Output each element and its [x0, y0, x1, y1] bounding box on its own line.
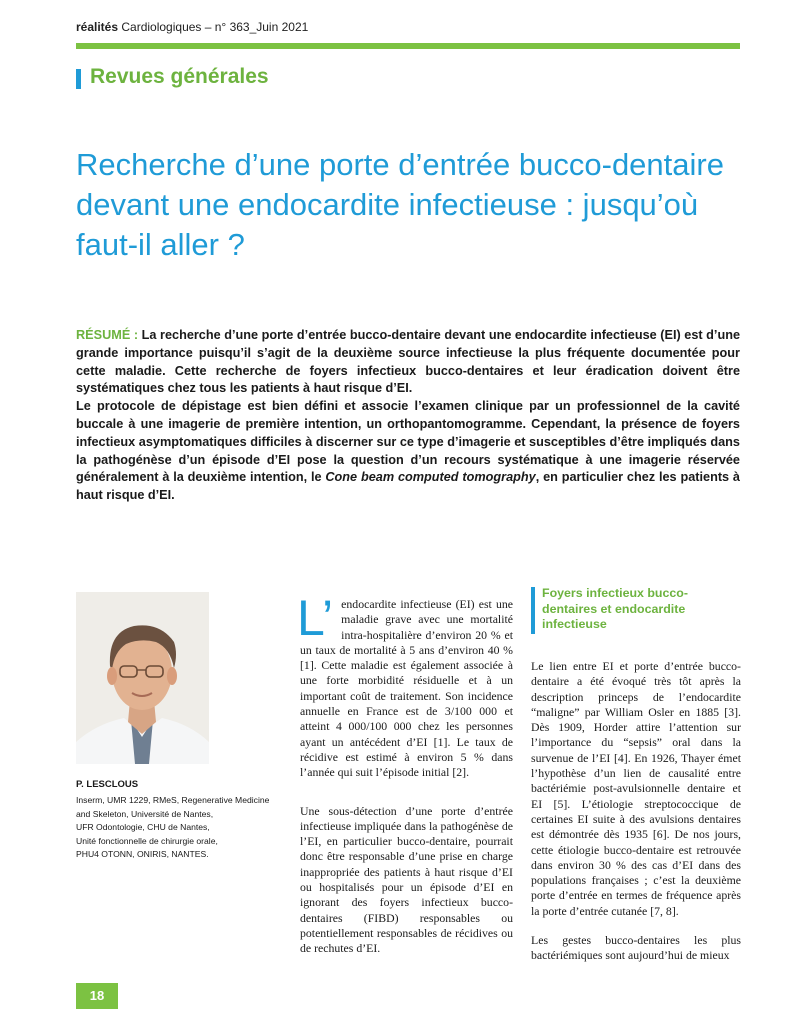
author-name: P. LESCLOUS — [76, 779, 139, 790]
abstract — [76, 327, 740, 505]
abstract-text-1: La recherche d’une porte d’entrée bucco-dentaire devant une endocardite infectieuse (EI) est d’une grande importance puisqu’il s’agit de la deuxième source infectieuse la plus fréquente documentée pour cette maladie. Cette recherche de foyers infectieux bucco-dentaires et leur éradication doivent être systématiques chez tous les patients à haut risque d’EI. — [76, 328, 741, 396]
body-paragraph — [297, 590, 513, 781]
body-column-1 — [297, 590, 513, 957]
affiliation-line: Inserm, UMR 1229, RMeS, Regenerative Medicine — [76, 795, 270, 805]
drop-cap: L’ — [297, 590, 334, 646]
article-title: Recherche d’une porte d’entrée bucco-dentaire devant une endocardite infectieuse : jusqu’où faut-il aller ? — [76, 147, 724, 262]
section-title: Revues générales — [90, 65, 269, 88]
page-number: 18 — [76, 983, 118, 1009]
author-photo — [76, 592, 209, 764]
affiliation-line: Unité fonctionnelle de chirurgie orale, — [76, 835, 218, 846]
body-paragraph: Les gestes bucco-dentaires les plus bactériémiques sont aujourd’hui de mieux — [531, 933, 741, 963]
affiliation-line: UFR Odontologie, CHU de Nantes, — [76, 822, 210, 833]
abstract-text-2b: , en particulier chez les patients à haut risque d’EI. — [76, 470, 740, 503]
abstract-paragraph-1 — [76, 327, 740, 398]
abstract-label: RÉSUMÉ : — [76, 328, 139, 342]
affiliation-line: and Skeleton, Université de Nantes, — [76, 808, 214, 819]
subheading: Foyers infectieux bucco-dentaires et endocardite infectieuse — [542, 586, 688, 631]
abstract-paragraph-2 — [76, 398, 740, 505]
journal-brand: réalités — [76, 20, 119, 34]
body-paragraph: Une sous-détection d’une porte d’entrée infectieuse impliquée dans la pathogénèse de l’EI, en particulier bucco-dentaire, pourrait donc être responsable d’une prise en charge inappropriée des patients à haut risque d’EI ou hospitalisés pour un épisode d’EI en ignorant des foyers infectieux bucco-dentaires (FIBD) responsables ou potentiellement responsables de récidives ou de rechutes d’EI. — [300, 803, 513, 956]
journal-header — [76, 20, 308, 34]
subheading-marker — [531, 587, 535, 634]
abstract-italic-term: Cone beam computed tomography — [325, 470, 536, 485]
author-portrait-image — [76, 592, 209, 764]
journal-issue: Cardiologiques – n° 363_Juin 2021 — [118, 20, 309, 34]
body-paragraph: Le lien entre EI et porte d’entrée bucco-dentaire a été évoqué très tôt après la description princeps de l’endocardite “maligne” par William Osler en 1885 [3]. Dès 1909, Horder attire l’attention sur l’importance du “sepsis” oral dans la survenue de l’EI [4]. En 1926, Thayer émet l’hypothèse d’un lien de causalité entre bactériémie post-avulsionnelle dentaire et EI [5]. L’étiologie streptococcique de certaines EI suite à des avulsions dentaires est démontrée dès 1935 [6]. De nos jours, cette étiologie bucco-dentaire est retrouvée dans environ 30 % des cas d’EI dans des populations françaises ; c’est la deuxième porte d’entrée en termes de fréquence après la porte d’entrée cutanée [7, 8]. — [531, 659, 741, 918]
abstract-text-2a: Le protocole de dépistage est bien défini et associe l’examen clinique par un professionnel de la cavité buccale à une imagerie de première intention, un orthopantomogramme. Cependant, la présence de foyers infectieux asymptomatiques difficiles à discerner sur ce type d’imagerie et susceptibles d’être impliqués dans la pathogénèse d’un épisode d’EI pose la question d’un recours systématique à une imagerie réservée généralement à la deuxième intention, le — [76, 399, 740, 485]
affiliation-line: PHU4 OTONN, ONIRIS, NANTES. — [76, 849, 209, 860]
header-rule — [76, 43, 740, 49]
body-column-2 — [531, 659, 741, 964]
body-text: endocardite infectieuse (EI) est une maladie grave avec une mortalité intra-hospitalière d’environ 20 % et un taux de mortalité à 5 ans d’environ 40 % [1]. Cette maladie est également associée à une forte morbidité résiduelle et à un important coût de traitement. Son incidence annuelle en France est de 3/100 000 et atteint 4 000/100 000 chez les personnes ayant un antécédent d’EI [1]. Le taux de récidive est estimé à environ 5 % dans l’année qui suit l’épisode initial [2]. — [300, 597, 513, 780]
section-marker — [76, 69, 81, 89]
author-affiliations — [76, 794, 276, 862]
